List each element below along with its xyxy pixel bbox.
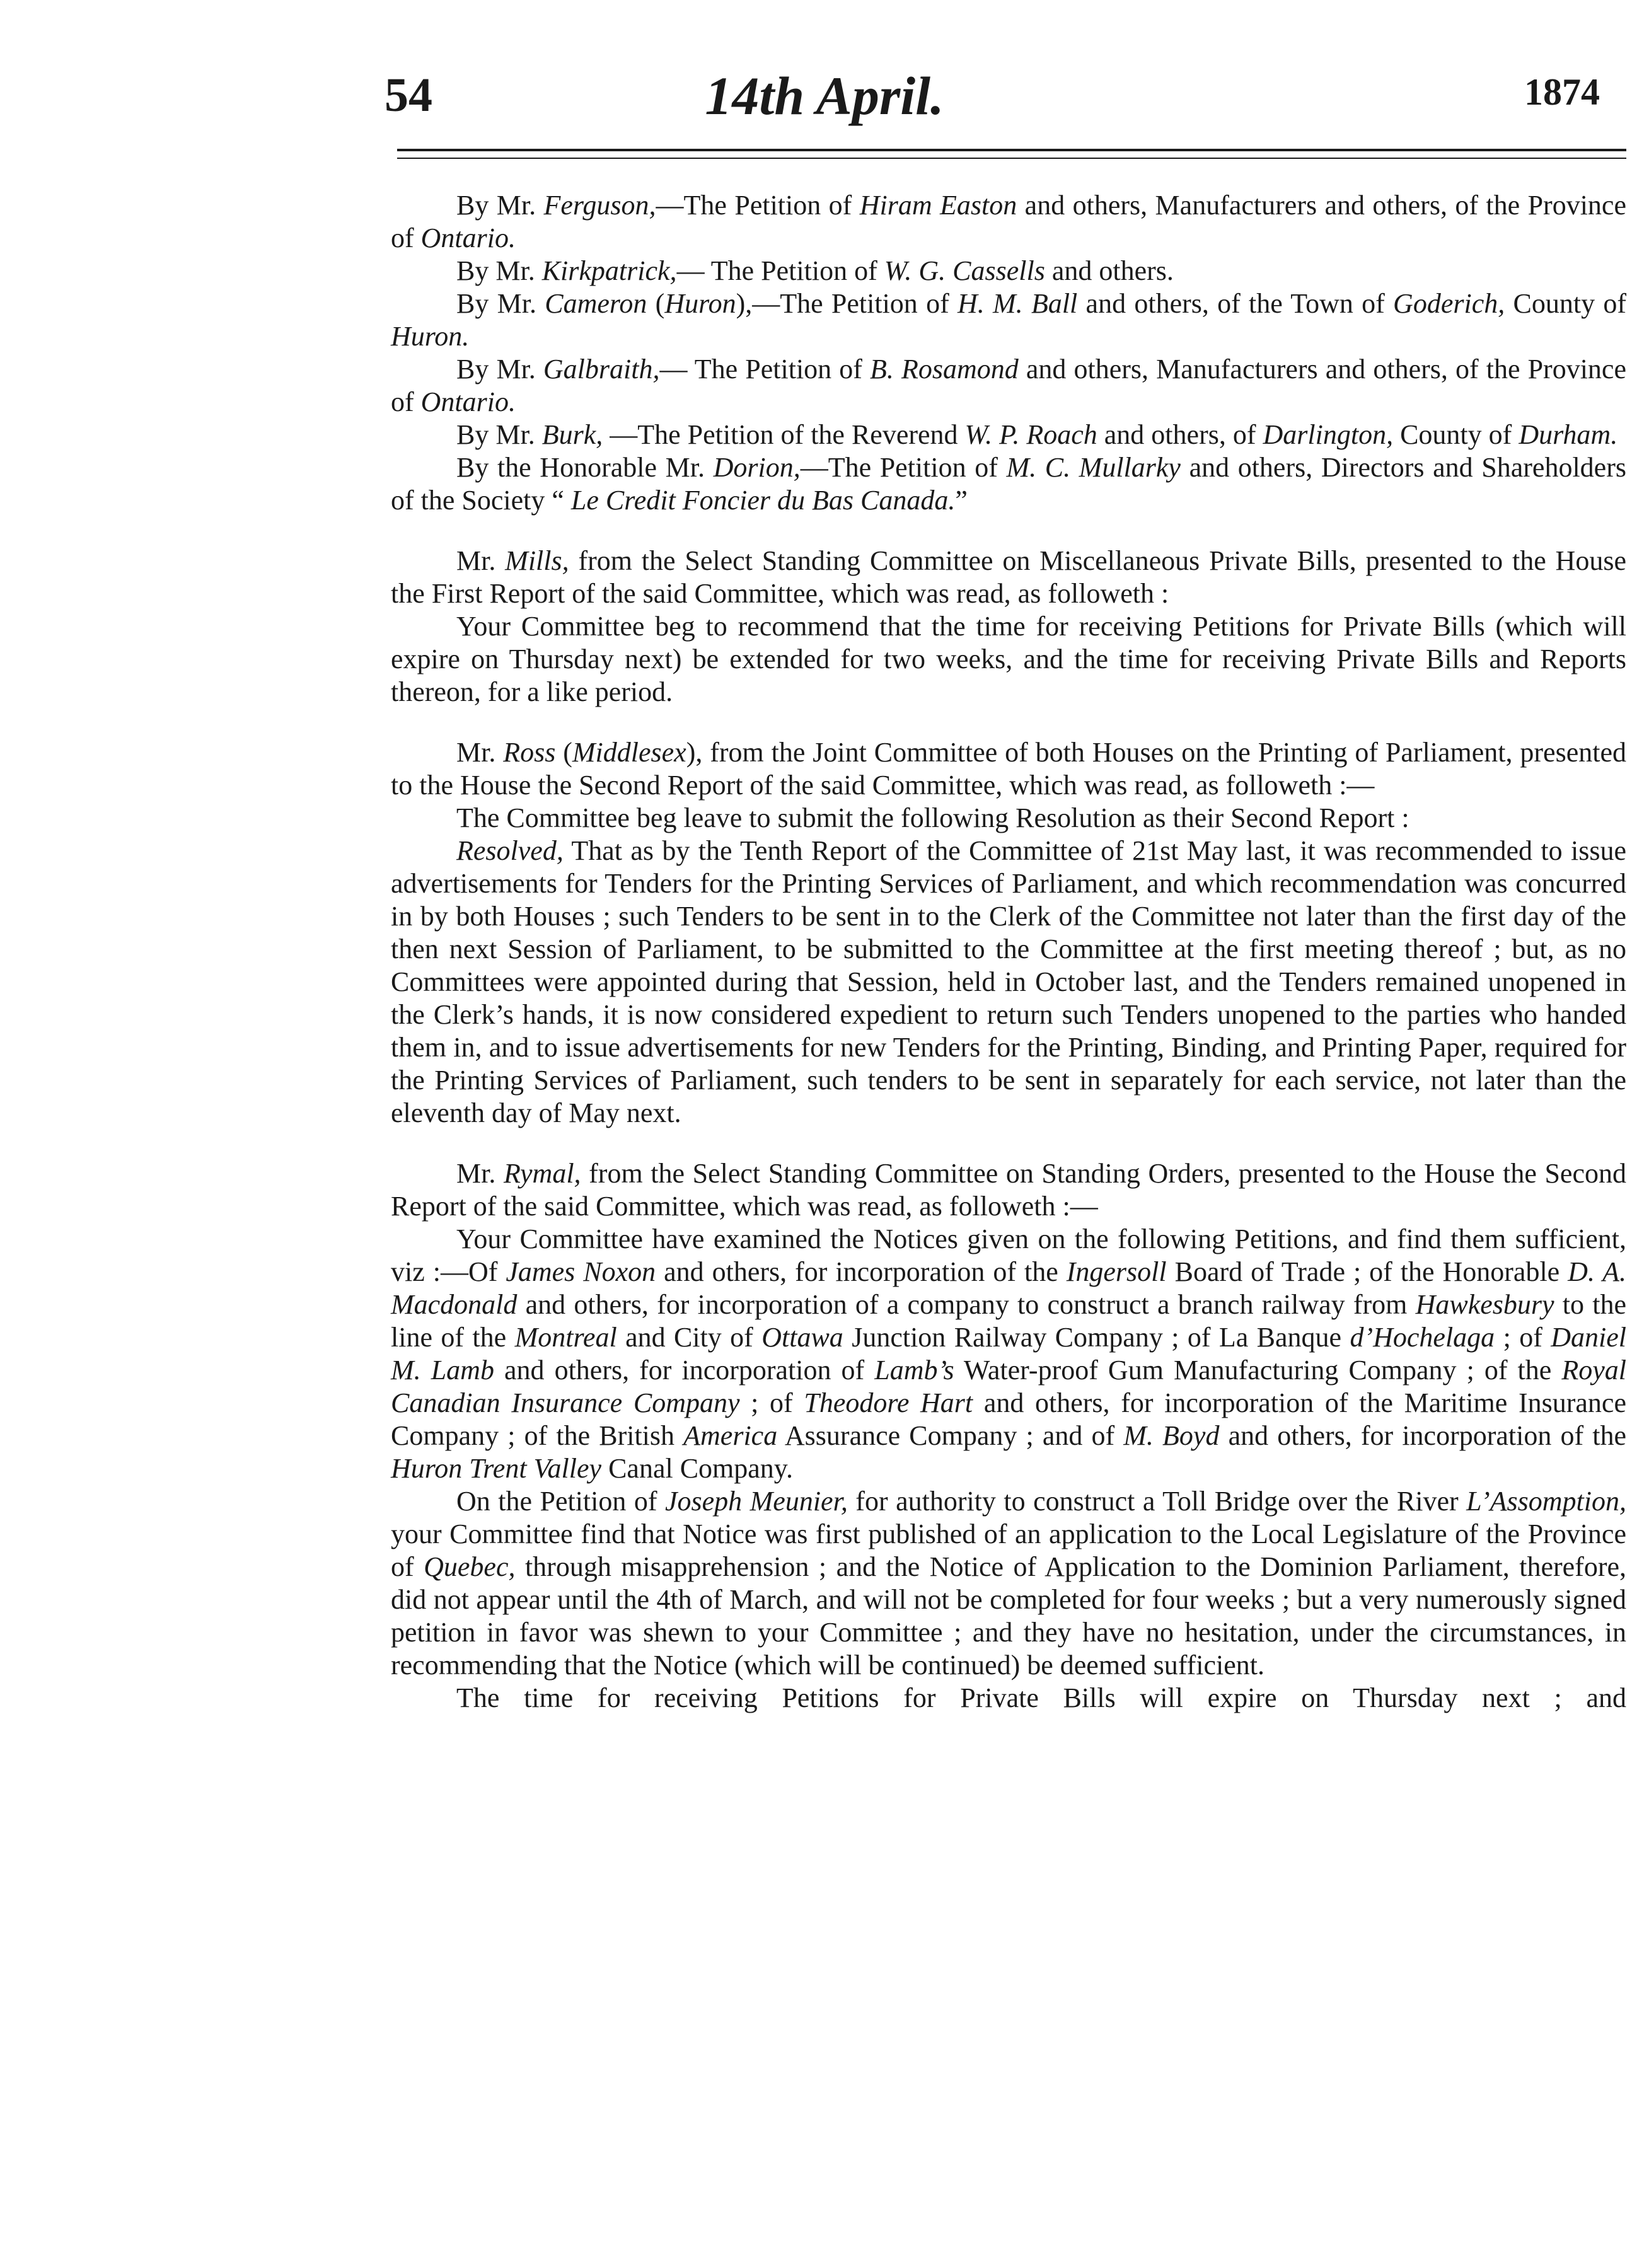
text-run: and others, for incorporation of the: [1219, 1420, 1627, 1451]
text-run: By Mr.: [456, 419, 542, 450]
header-rule-thin: [397, 158, 1626, 159]
text-run: By Mr.: [456, 255, 542, 286]
italic-text-run: Huron.: [391, 321, 470, 352]
paragraph: [391, 451, 1626, 517]
italic-text-run: Ingersoll: [1066, 1256, 1167, 1287]
text-run: for authority to construct a Toll Bridge over the River: [847, 1486, 1467, 1517]
italic-text-run: Darlington,: [1263, 419, 1394, 450]
page-date: 14th April.: [705, 66, 944, 126]
italic-text-run: Middlesex: [572, 737, 686, 768]
text-run: ; of: [739, 1387, 804, 1418]
italic-text-run: Daniel M. Lamb: [391, 1322, 1626, 1386]
italic-text-run: Galbraith,: [543, 354, 660, 385]
italic-text-run: Le Credit Foncier du Bas Canada.: [570, 485, 956, 516]
text-run: — The Petition of: [676, 255, 884, 286]
text-run: — The Petition of: [659, 354, 871, 385]
header-rule-thick: [397, 149, 1626, 151]
italic-text-run: D. A. Macdonald: [391, 1256, 1626, 1320]
italic-text-run: L’Assomption,: [1466, 1486, 1626, 1517]
paragraph: [391, 802, 1626, 835]
text-run: and others, Manufacturers and others, of the Province of: [391, 190, 1626, 253]
text-run: The time for receiving Petitions for Private Bills will expire on Thursday next ; and: [456, 1682, 1626, 1713]
paragraph: [391, 1485, 1626, 1682]
paragraph: [391, 419, 1626, 451]
italic-text-run: Burk,: [541, 419, 603, 450]
italic-text-run: M. Boyd: [1123, 1420, 1220, 1451]
italic-text-run: Kirkpatrick,: [541, 255, 677, 286]
text-run: your Committee find that Notice was first published of an application to the Local Legislature of the Province of: [391, 1519, 1626, 1582]
italic-text-run: Ontario.: [420, 386, 516, 417]
italic-text-run: Royal Canadian Insurance Company: [391, 1355, 1626, 1418]
text-run: Water-proof Gum Manufacturing Company ; of the: [954, 1355, 1562, 1386]
italic-text-run: Montreal: [514, 1322, 617, 1353]
document-body: [391, 189, 1626, 1715]
paragraph: [391, 545, 1626, 610]
paragraph: [391, 610, 1626, 709]
text-run: from the Select Standing Committee on Miscellaneous Private Bills, presented to the House the First Report of the said Committee, which was read, as followeth :: [391, 545, 1626, 609]
text-run: and others.: [1044, 255, 1174, 286]
text-run: and others, for incorporation of the: [656, 1256, 1067, 1287]
italic-text-run: M. C. Mullarky: [1006, 452, 1181, 483]
italic-text-run: Joseph Meunier,: [664, 1486, 848, 1517]
italic-text-run: Ontario.: [420, 223, 516, 253]
text-run: By Mr.: [456, 354, 543, 385]
italic-text-run: Goderich,: [1393, 288, 1505, 319]
italic-text-run: Rymal,: [503, 1158, 581, 1189]
italic-text-run: America: [683, 1420, 778, 1451]
paragraph: [391, 1157, 1626, 1223]
paragraph: [391, 287, 1626, 353]
italic-text-run: Ottawa: [761, 1322, 843, 1353]
italic-text-run: Mills,: [505, 545, 569, 576]
italic-text-run: James Noxon: [506, 1256, 656, 1287]
italic-text-run: Huron Trent Valley: [391, 1453, 602, 1484]
text-run: and others, Manufacturers and others, of the Province of: [391, 354, 1626, 417]
text-run: and others, Directors and Shareholders of the Society “: [391, 452, 1626, 516]
text-run: By the Honorable Mr.: [456, 452, 714, 483]
text-run: Mr.: [456, 545, 506, 576]
text-run: and others, of: [1097, 419, 1263, 450]
text-run: (: [647, 288, 665, 319]
italic-text-run: W. P. Roach: [964, 419, 1097, 450]
text-run: to the line of the: [391, 1289, 1627, 1353]
paragraph: [391, 1223, 1626, 1485]
paragraph: [391, 353, 1626, 419]
paragraph: [391, 255, 1626, 287]
italic-text-run: H. M. Ball: [957, 288, 1078, 319]
italic-text-run: Dorion,: [713, 452, 801, 483]
text-run: and others, for incorporation of the Maritime Insurance Company ; of the British: [391, 1387, 1626, 1451]
text-run: Board of Trade ; of the Honorable: [1166, 1256, 1568, 1287]
text-run: (: [555, 737, 572, 768]
italic-text-run: Theodore Hart: [804, 1387, 973, 1418]
text-run: Assurance Company ; and of: [777, 1420, 1124, 1451]
text-run: County of: [1505, 288, 1626, 319]
text-run: ),—The Petition of: [736, 288, 958, 319]
text-run: —The Petition of the Reverend: [603, 419, 965, 450]
text-run: Your Committee beg to recommend that the time for receiving Petitions for Private Bills (which will expire on Thursday next) be extended for two weeks, and the time for receiving Private Bills and Reports thereon, for a like period.: [391, 611, 1626, 707]
italic-text-run: B. Rosamond: [870, 354, 1019, 385]
italic-text-run: Hiram Easton: [859, 190, 1017, 221]
italic-text-run: Durham.: [1519, 419, 1618, 450]
text-run: ; of: [1495, 1322, 1551, 1353]
text-run: through misapprehension ; and the Notice of Application to the Dominion Parliament, therefore, did not appear until the 4th of March, and will not be completed for four weeks ; but a very numerously signed petition in favor was shewn to your Committee ; and they have no hesitation, under the circumstances, in recommending that the Notice (which will be continued) be deemed sufficient.: [391, 1551, 1626, 1681]
text-run: Your Committee have examined the Notices given on the following Petitions, and find them sufficient, viz :—Of: [391, 1224, 1626, 1287]
text-run: and others, of the Town of: [1077, 288, 1394, 319]
italic-text-run: Quebec,: [424, 1551, 516, 1582]
text-run: By Mr.: [456, 288, 545, 319]
text-run: ”: [955, 485, 968, 516]
text-run: and others, for incorporation of a company to construct a branch railway from: [517, 1289, 1416, 1320]
italic-text-run: Lamb’s: [874, 1355, 954, 1386]
text-run: ), from the Joint Committee of both Houses on the Printing of Parliament, presented to the House the Second Report of the said Committee, which was read, as followeth :—: [391, 737, 1626, 801]
text-run: The Committee beg leave to submit the following Resolution as their Second Report :: [456, 802, 1409, 833]
text-run: Mr.: [456, 1158, 504, 1189]
italic-text-run: Ross: [503, 737, 556, 768]
text-run: —The Petition of: [656, 190, 860, 221]
page-number: 54: [385, 69, 432, 122]
text-run: from the Select Standing Committee on Standing Orders, presented to the House the Second Report of the said Committee, which was read, as followeth :—: [391, 1158, 1626, 1222]
text-run: That as by the Tenth Report of the Committee of 21st May last, it was recommended to issue advertisements for Tenders for the Printing Services of Parliament, and which recommendation was concurred in by both Houses ; such Tenders to be sent in to the Clerk of the Committee not later than the first day of the then next Session of Parliament, to be submitted to the Committee at the first meeting thereof ; but, as no Committees were appointed during that Session, held in October last, and the Tenders remained unopened in the Clerk’s hands, it is now considered expedient to return such Tenders unopened to the parties who handed them in, and to issue advertisements for new Tenders for the Printing, Binding, and Printing Paper, required for the Printing Services of Parliament, such tenders to be sent in separately for each service, not later than the eleventh day of May next.: [391, 835, 1626, 1128]
italic-text-run: Hawkesbury: [1415, 1289, 1554, 1320]
text-run: County of: [1393, 419, 1519, 450]
text-run: Canal Company.: [601, 1453, 793, 1484]
text-run: and others, for incorporation of: [494, 1355, 875, 1386]
italic-text-run: Resolved,: [456, 835, 564, 866]
text-run: Mr.: [456, 737, 504, 768]
italic-text-run: d’Hochelaga: [1350, 1322, 1495, 1353]
text-run: —The Petition of: [800, 452, 1007, 483]
italic-text-run: Ferguson,: [543, 190, 656, 221]
text-run: On the Petition of: [456, 1486, 665, 1517]
text-run: By Mr.: [456, 190, 544, 221]
text-run: and City of: [616, 1322, 762, 1353]
italic-text-run: Cameron: [545, 288, 647, 319]
paragraph: [391, 835, 1626, 1130]
text-run: Junction Railway Company ; of La Banque: [843, 1322, 1350, 1353]
page-header: [0, 55, 1649, 131]
paragraph: [391, 189, 1626, 255]
paragraph: [391, 1682, 1626, 1715]
italic-text-run: W. G. Cassells: [884, 255, 1045, 286]
italic-text-run: Huron: [664, 288, 736, 319]
page-year: 1874: [1524, 71, 1600, 113]
paragraph: [391, 736, 1626, 802]
